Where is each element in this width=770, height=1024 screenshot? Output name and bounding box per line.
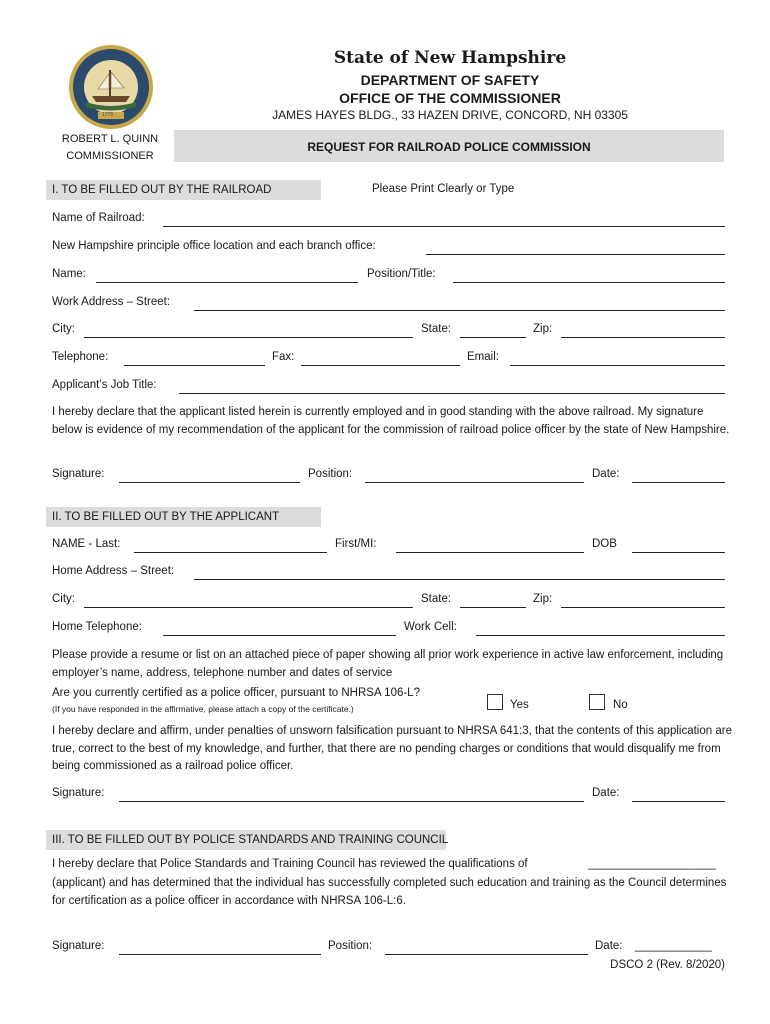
section-3-heading: III. TO BE FILLED OUT BY POLICE STANDARDS AND TRAINING COUNCIL: [46, 830, 446, 850]
last-name-field[interactable]: [134, 552, 327, 553]
email-field[interactable]: [510, 365, 725, 366]
position-title-label: Position/Title:: [367, 268, 436, 280]
position-title-field[interactable]: [453, 282, 725, 283]
applicant-signature-field[interactable]: [119, 801, 584, 802]
railroad-date-field[interactable]: [632, 482, 725, 483]
print-note: Please Print Clearly or Type: [372, 183, 515, 195]
council-declaration-part2: (applicant) and has determined that the individual has successfully completed such education and training as the Council determines for certification as a police officer in accordance with NHRSA 106-L:6.: [52, 877, 727, 907]
certified-note: (If you have responded in the affirmative, please attach a copy of the certificate.): [52, 704, 354, 714]
home-address-label: Home Address – Street:: [52, 565, 175, 577]
applicant-city-field[interactable]: [84, 607, 413, 608]
city-field[interactable]: [84, 337, 413, 338]
home-address-field[interactable]: [194, 579, 725, 580]
council-signature-field[interactable]: [119, 954, 321, 955]
seal-year: 1776: [102, 112, 114, 118]
home-telephone-field[interactable]: [163, 635, 396, 636]
office-location-label: New Hampshire principle office location and each branch office:: [52, 240, 376, 252]
applicant-date-field[interactable]: [632, 801, 725, 802]
applicant-name-blank[interactable]: ____________________: [588, 858, 716, 870]
applicant-zip-field[interactable]: [561, 607, 725, 608]
council-declaration-part1: I hereby declare that Police Standards and Training Council has reviewed the qualifications of: [52, 858, 528, 870]
railroad-date-label: Date:: [592, 468, 620, 480]
applicant-city-label: City:: [52, 593, 75, 605]
state-title: State of New Hampshire: [333, 48, 567, 68]
last-name-label: NAME - Last:: [52, 538, 121, 550]
council-position-label: Position:: [328, 940, 373, 952]
work-address-label: Work Address – Street:: [52, 296, 171, 308]
resume-note: Please provide a resume or list on an attached piece of paper showing all prior work experience in active law enforcement, including employer’s name, address, telephone number and dates of service: [52, 649, 724, 679]
state-field[interactable]: [460, 337, 526, 338]
applicant-date-label: Date:: [592, 787, 620, 799]
home-telephone-label: Home Telephone:: [52, 621, 142, 633]
department-title: DEPARTMENT OF SAFETY: [360, 72, 540, 88]
office-title: OFFICE OF THE COMMISSIONER: [339, 90, 561, 106]
railroad-position-label: Position:: [308, 468, 353, 480]
section-2-heading: II. TO BE FILLED OUT BY THE APPLICANT: [46, 507, 321, 527]
certified-yes-label: Yes: [510, 699, 529, 711]
zip-label: Zip:: [533, 323, 553, 335]
office-address: JAMES HAYES BLDG., 33 HAZEN DRIVE, CONCORD, NH 03305: [272, 108, 628, 122]
railroad-declaration: I hereby declare that the applicant listed herein is currently employed and in good standing with the above railroad. My signature below is evidence of my recommendation of the applicant for the commission of railroad police officer by the state of New Hampshire.: [52, 406, 730, 436]
certified-yes-checkbox[interactable]: [487, 694, 503, 710]
dob-label: DOB: [592, 538, 617, 550]
contact-name-label: Name:: [52, 268, 86, 280]
railroad-signature-field[interactable]: [119, 482, 300, 483]
council-position-field[interactable]: [385, 954, 588, 955]
telephone-label: Telephone:: [52, 351, 109, 363]
state-label: State:: [421, 323, 452, 335]
form-number: DSCO 2 (Rev. 8/2020): [610, 959, 725, 971]
state-seal: [68, 44, 154, 130]
fax-label: Fax:: [272, 351, 295, 363]
email-label: Email:: [467, 351, 499, 363]
form-title: REQUEST FOR RAILROAD POLICE COMMISSION: [307, 140, 591, 154]
applicant-state-label: State:: [421, 593, 452, 605]
applicant-signature-label: Signature:: [52, 787, 105, 799]
work-cell-field[interactable]: [476, 635, 725, 636]
certified-no-label: No: [613, 699, 628, 711]
certified-question: Are you currently certified as a police officer, pursuant to NHRSA 106-L?: [52, 687, 420, 699]
work-cell-label: Work Cell:: [404, 621, 457, 633]
council-date-blank[interactable]: ____________: [635, 940, 712, 952]
section-1-heading: I. TO BE FILLED OUT BY THE RAILROAD: [46, 180, 321, 200]
railroad-name-field[interactable]: [163, 226, 725, 227]
railroad-position-field[interactable]: [365, 482, 584, 483]
first-mi-label: First/MI:: [335, 538, 377, 550]
railroad-name-label: Name of Railroad:: [52, 212, 145, 224]
fax-field[interactable]: [301, 365, 460, 366]
council-date-label: Date:: [595, 940, 623, 952]
zip-field[interactable]: [561, 337, 725, 338]
work-address-field[interactable]: [194, 310, 725, 311]
dob-field[interactable]: [632, 552, 725, 553]
job-title-field[interactable]: [179, 393, 725, 394]
job-title-label: Applicant’s Job Title:: [52, 379, 157, 391]
commissioner-title: COMMISSIONER: [66, 150, 154, 162]
applicant-zip-label: Zip:: [533, 593, 553, 605]
applicant-state-field[interactable]: [460, 607, 526, 608]
first-mi-field[interactable]: [396, 552, 584, 553]
telephone-field[interactable]: [124, 365, 265, 366]
contact-name-field[interactable]: [96, 282, 358, 283]
office-location-field[interactable]: [426, 254, 725, 255]
city-label: City:: [52, 323, 75, 335]
certified-no-checkbox[interactable]: [589, 694, 605, 710]
council-signature-label: Signature:: [52, 940, 105, 952]
commissioner-name: ROBERT L. QUINN: [61, 133, 159, 145]
applicant-affirmation: I hereby declare and affirm, under penalties of unsworn falsification pursuant to NHRSA 641:3, that the contents of this application are true, correct to the best of my knowledge, and further, that there are no pending charges or conditions that would disqualify me from being commissioned as a railroad police officer.: [52, 725, 732, 772]
railroad-signature-label: Signature:: [52, 468, 105, 480]
